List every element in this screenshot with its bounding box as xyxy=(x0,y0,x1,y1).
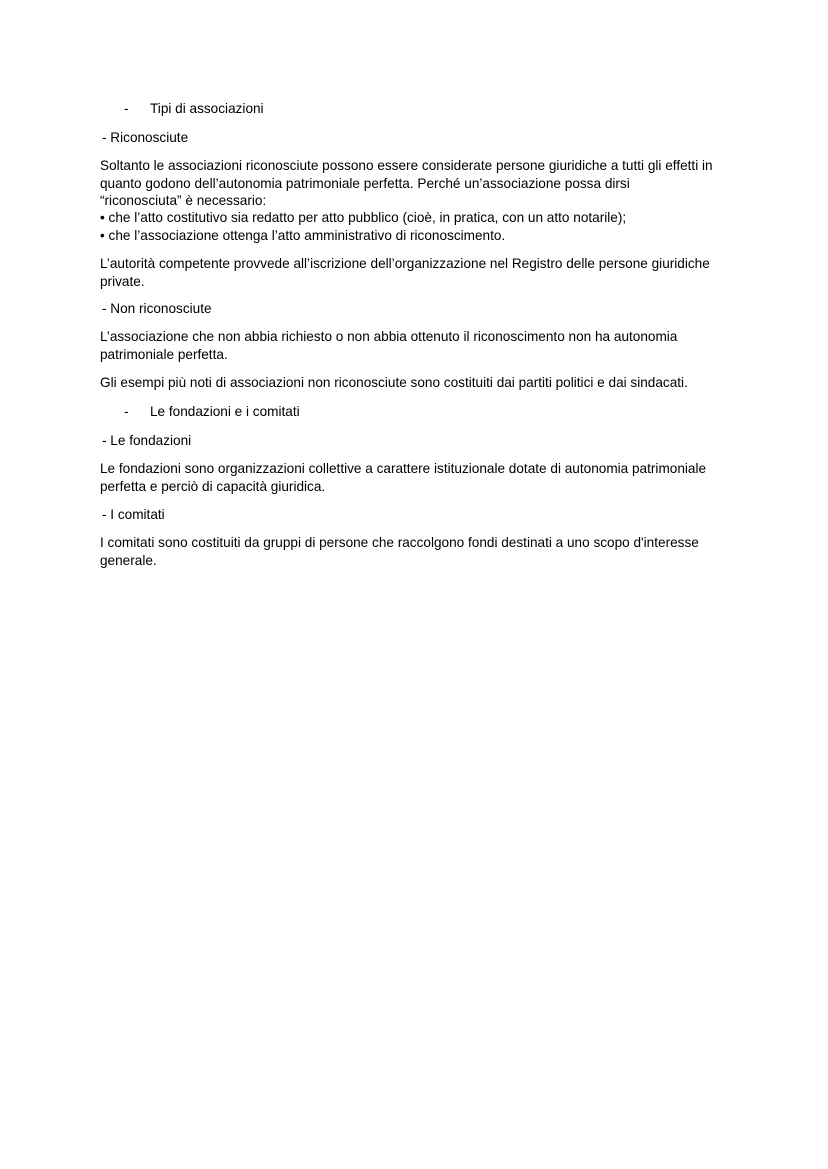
paragraph-autorita-line: private. xyxy=(100,274,145,289)
section-dash: - xyxy=(124,101,129,116)
bullet-atto-costitutivo: • che l’atto costitutivo sia redatto per atto pubblico (cioè, in pratica, con un atto notarile); xyxy=(100,210,627,225)
paragraph-autorita-line: L’autorità competente provvede all’iscrizione dell’organizzazione nel Registro delle persone giuridiche xyxy=(100,256,710,271)
bullet-atto-amministrativo: • che l’associazione ottenga l’atto amministrativo di riconoscimento. xyxy=(100,228,506,243)
section-dash: - xyxy=(124,404,129,419)
section-title-fondazioni-e-comitati: Le fondazioni e i comitati xyxy=(150,404,300,419)
paragraph-fondazioni-line: perfetta e perciò di capacità giuridica. xyxy=(100,479,326,494)
paragraph-fondazioni-line: Le fondazioni sono organizzazioni collettive a carattere istituzionale dotate di autonomia patrimoniale xyxy=(100,461,707,476)
heading-riconosciute: - Riconosciute xyxy=(102,130,189,145)
paragraph-riconosciute-line: “riconosciuta” è necessario: xyxy=(100,193,267,208)
paragraph-comitati-line: I comitati sono costituiti da gruppi di persone che raccolgono fondi destinati a uno scopo d'interesse xyxy=(100,535,699,550)
heading-i-comitati: - I comitati xyxy=(102,507,165,522)
section-title-tipi-di-associazioni: Tipi di associazioni xyxy=(150,101,264,116)
heading-non-riconosciute: - Non riconosciute xyxy=(102,301,212,316)
paragraph-non-riconosciute-line: L’associazione che non abbia richiesto o non abbia ottenuto il riconoscimento non ha autonomia xyxy=(100,329,678,344)
paragraph-esempi: Gli esempi più noti di associazioni non riconosciute sono costituiti dai partiti politici e dai sindacati. xyxy=(100,375,688,390)
paragraph-riconosciute-line: quanto godono dell’autonomia patrimoniale perfetta. Perché un’associazione possa dirsi xyxy=(100,176,630,191)
paragraph-riconosciute-line: Soltanto le associazioni riconosciute possono essere considerate persone giuridiche a tutti gli effetti in xyxy=(100,158,713,173)
paragraph-comitati-line: generale. xyxy=(100,553,157,568)
paragraph-non-riconosciute-line: patrimoniale perfetta. xyxy=(100,347,228,362)
heading-le-fondazioni: - Le fondazioni xyxy=(102,433,192,448)
